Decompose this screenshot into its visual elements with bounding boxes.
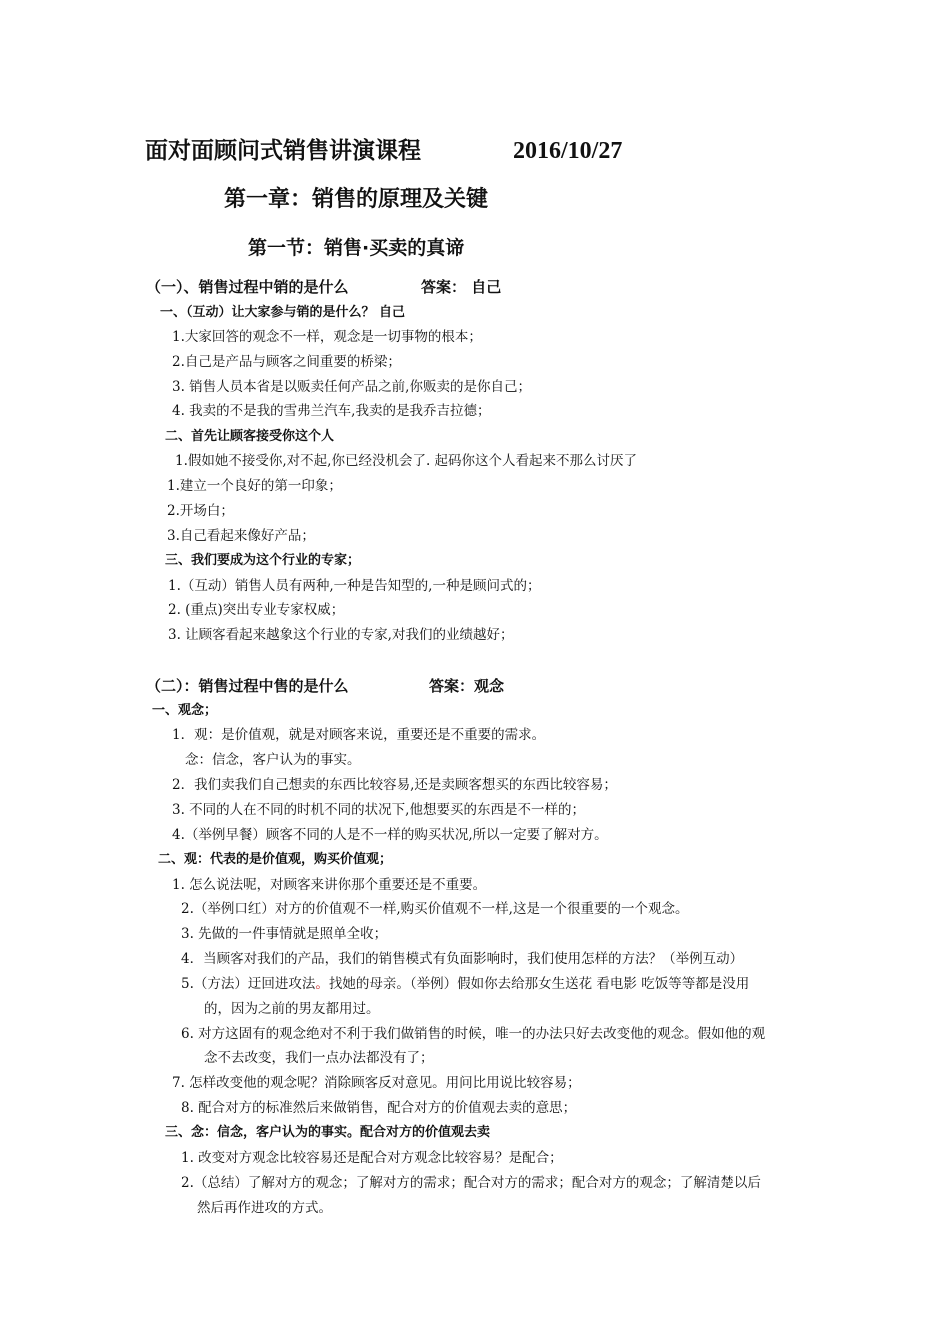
part2-answer: 答案：观念 <box>429 677 505 695</box>
part2-sub1-heading: 一、观念； <box>152 703 218 718</box>
list-item: 1.假如她不接受你,对不起,你已经没机会了. 起码你这个人看起来不那么讨厌了 <box>175 453 638 469</box>
list-item: 3.自己看起来像好产品； <box>167 528 315 544</box>
part2-sub2-heading: 二、观：代表的是价值观，购买价值观； <box>158 852 393 867</box>
list-item: 1. 改变对方观念比较容易还是配合对方观念比较容易？是配合； <box>181 1150 563 1166</box>
list-item: 1.大家回答的观念不一样，观念是一切事物的根本； <box>172 329 482 345</box>
list-item: 3. 先做的一件事情就是照单全收； <box>181 926 388 942</box>
list-item: 念：信念，客户认为的事实。 <box>185 752 361 768</box>
list-item: 2.（举例口红）对方的价值观不一样,购买价值观不一样,这是一个很重要的一个观念。 <box>181 901 689 917</box>
document-date: 2016/10/27 <box>513 138 623 164</box>
part1-heading: （一）、销售过程中销的是什么 <box>146 278 349 296</box>
course-title: 面对面顾问式销售讲演课程 <box>145 138 421 164</box>
list-item: 4.（举例早餐）顾客不同的人是不一样的购买状况,所以一定要了解对方。 <box>172 827 608 843</box>
part2-sub3-heading: 三、念：信念，客户认为的事实。配合对方的价值观去卖 <box>165 1125 491 1140</box>
list-item: 3. 不同的人在不同的时机不同的状况下,他想要买的东西是不一样的； <box>172 802 585 818</box>
chapter-title: 第一章：销售的原理及关键 <box>224 187 489 212</box>
list-item: 2.开场白； <box>167 503 234 519</box>
section-title: 第一节：销售·买卖的真谛 <box>248 237 465 259</box>
list-item: 7. 怎样改变他的观念呢？消除顾客反对意见。用问比用说比较容易； <box>172 1075 581 1091</box>
list-item: 4. 我卖的不是我的雪弗兰汽车,我卖的是我乔吉拉德； <box>172 403 491 419</box>
list-item: 3. 销售人员本省是以贩卖任何产品之前,你贩卖的是你自己； <box>172 379 531 395</box>
list-item: 2.自己是产品与顾客之间重要的桥梁； <box>172 354 401 370</box>
part1-sub1-heading: 一、（互动）让大家参与销的是什么？ 自己 <box>160 305 406 320</box>
part1-sub2-heading: 二、首先让顾客接受你这个人 <box>165 429 335 444</box>
list-item: 6. 对方这固有的观念绝对不利于我们做销售的时候，唯一的办法只好去改变他的观念。假如他的观 <box>181 1026 766 1042</box>
list-item: 2.（总结）了解对方的观念；了解对方的需求；配合对方的需求；配合对方的观念；了解清楚以后 <box>181 1175 761 1191</box>
list-item: 3. 让顾客看起来越象这个行业的专家,对我们的业绩越好； <box>168 627 514 643</box>
list-item-continued: 念不去改变，我们一点办法都没有了； <box>204 1050 434 1066</box>
list-item: 4．当顾客对我们的产品，我们的销售模式有负面影响时，我们使用怎样的方法？（举例互动） <box>181 951 744 967</box>
list-item-continued: 然后再作进攻的方式。 <box>197 1200 332 1216</box>
list-item <box>181 975 749 993</box>
part1-sub3-heading: 三、我们要成为这个行业的专家； <box>165 553 361 568</box>
list-item-rest: 找她的母亲。（举例）假如你去给那女生送花 看电影 吃饭等等都是没用 <box>328 976 750 992</box>
list-item: 1.建立一个良好的第一印象； <box>167 478 342 494</box>
list-item: 2．我们卖我们自己想卖的东西比较容易,还是卖顾客想买的东西比较容易； <box>172 777 617 793</box>
part1-answer: 答案： 自己 <box>421 278 502 296</box>
list-item: 2. (重点)突出专业专家权威； <box>168 602 345 618</box>
list-item: 8. 配合对方的标准然后来做销售，配合对方的价值观去卖的意思； <box>181 1100 577 1116</box>
part2-heading: （二）：销售过程中售的是什么 <box>146 677 349 695</box>
list-item: 1．观：是价值观，就是对顾客来说，重要还是不重要的需求。 <box>172 727 546 743</box>
red-period-mark: 。 <box>315 976 329 992</box>
list-item-lead: 5.（方法）迂回进攻法 <box>181 976 316 992</box>
list-item: 1. 怎么说法呢，对顾客来讲你那个重要还是不重要。 <box>172 877 487 893</box>
list-item: 1.（互动）销售人员有两种,一种是告知型的,一种是顾问式的； <box>168 578 541 594</box>
list-item-continued: 的，因为之前的男友都用过。 <box>204 1001 380 1017</box>
